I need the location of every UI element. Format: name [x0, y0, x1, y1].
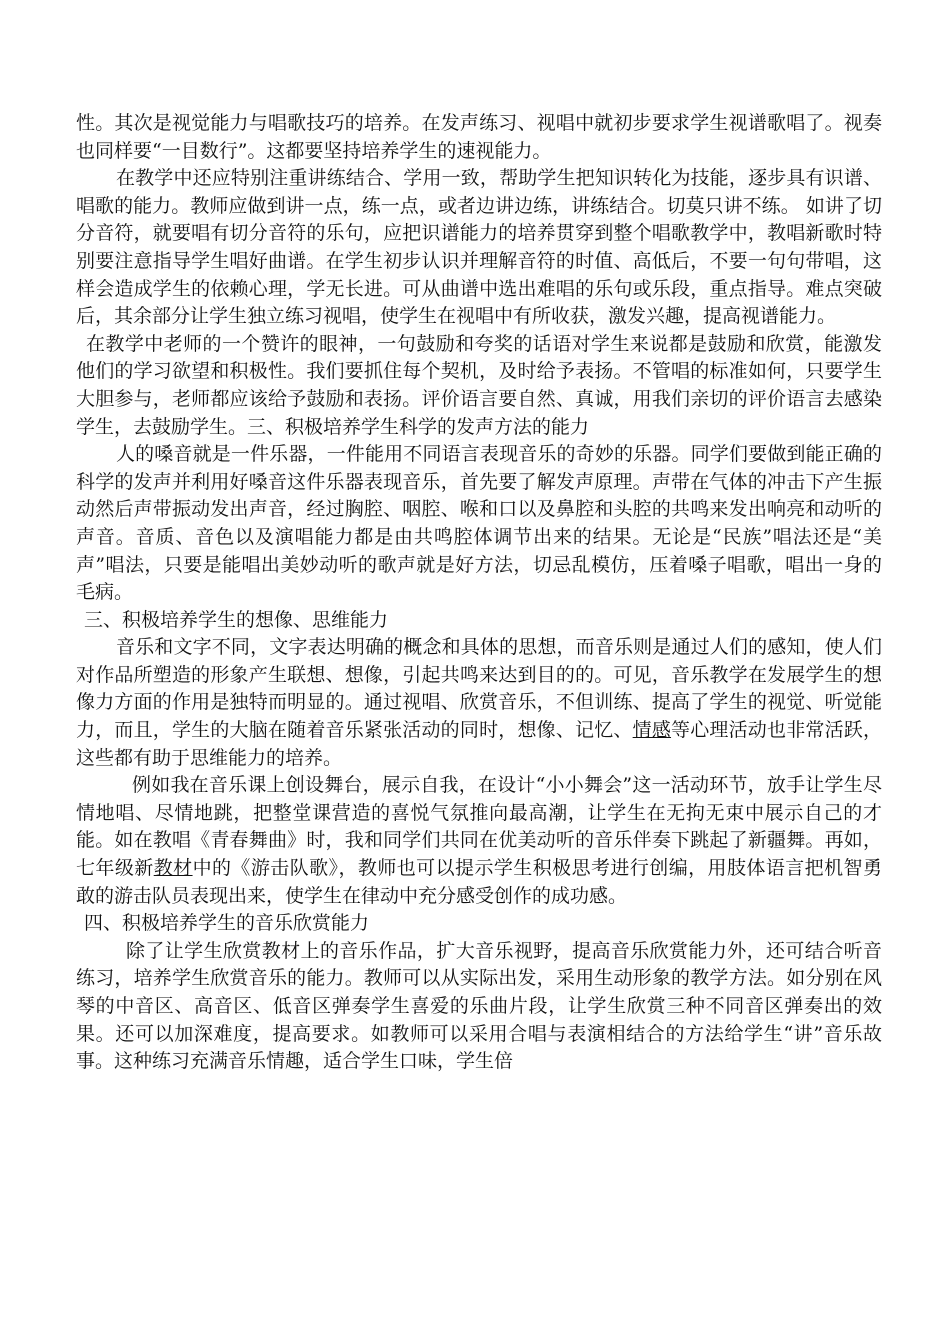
paragraph-6	[76, 634, 882, 772]
paragraph-7-text-b: 中的《游击队歌》，教师也可以提示学生积极思考进行创编，用肢体语言把机智勇敢的游击队员表现出来，使学生在律动中充分感受创作的成功感。	[76, 857, 882, 907]
link-textbook[interactable]: 教材	[153, 857, 193, 880]
paragraph-9: 除了让学生欣赏教材上的音乐作品，扩大音乐视野，提高音乐欣赏能力外，还可结合听音练习，培养学生欣赏音乐的能力。教师可以从实际出发，采用生动形象的教学方法。如分别在风琴的中音区、高音区、低音区弹奏学生喜爱的乐曲片段，让学生欣赏三种不同音区弹奏出的效果。还可以加深难度，提高要求。如教师可以采用合唱与表演相结合的方法给学生“讲”音乐故事。这种练习充满音乐情趣，适合学生口味，学生倍	[76, 939, 882, 1073]
link-emotion[interactable]: 情感	[632, 719, 672, 742]
paragraph-4: 人的嗓音就是一件乐器，一件能用不同语言表现音乐的奇妙的乐器。同学们要做到能正确的科学的发声并利用好嗓音这件乐器表现音乐，首先要了解发声原理。声带在气体的冲击下产生振动然后声带振动发出声音，经过胸腔、咽腔、喉和口以及鼻腔和头腔的共鸣来发出响亮和动听的声音。音质、音色以及演唱能力都是由共鸣腔体调节出来的结果。无论是“民族”唱法还是“美声”唱法，只要是能唱出美妙动听的歌声就是好方法，切忌乱模仿，压着嗓子唱歌，唱出一身的毛病。	[76, 443, 882, 604]
section-heading-3: 三、积极培养学生的想像、思维能力	[84, 608, 389, 631]
section-heading-4: 四、积极培养学生的音乐欣赏能力	[84, 912, 370, 935]
paragraph-7-text-a: 例如我在音乐课上创设舞台，展示自我，在设计“小小舞会”这一活动环节，放手让学生尽情地唱、尽情地跳，把整堂课营造的喜悦气氛推向最高潮，让学生在无拘无束中展示自己的才能。如在教唱《青春舞曲》时，我和同学们共同在优美动听的音乐伴奏下跳起了新疆舞。再如，七年级新	[76, 774, 882, 880]
paragraph-3: 在教学中老师的一个赞许的眼神，一句鼓励和夸奖的话语对学生来说都是鼓励和欣赏，能激发他们的学习欲望和积极性。我们要抓住每个契机，及时给予表扬。不管唱的标准如何，只要学生大胆参与，老师都应该给予鼓励和表扬。评价语言要自然、真诚，用我们亲切的评价语言去感染学生，去鼓励学生。三、积极培养学生科学的发声方法的能力	[76, 332, 882, 438]
paragraph-2: 在教学中还应特别注重讲练结合、学用一致，帮助学生把知识转化为技能，逐步具有识谱、唱歌的能力。教师应做到讲一点，练一点，或者边讲边练，讲练结合。切莫只讲不练。 如讲了切分音符，就要唱有切分音符的乐句，应把识谱能力的培养贯穿到整个唱歌教学中，教唱新歌时特别要注意指导学生唱好曲谱。在学生初步认识并理解音符的时值、高低后，不要一句句带唱，这样会造成学生的依赖心理，学无长进。可从曲谱中选出难唱的乐句或乐段，重点指导。难点突破后，其余部分让学生独立练习视唱，使学生在视唱中有所收获，激发兴趣，提高视谱能力。	[76, 167, 882, 328]
paragraph-6-text-b: 等心理活动也非常活跃，这些都有助于思维能力的培养。	[76, 719, 882, 769]
paragraph-7	[76, 772, 882, 910]
document-page	[76, 110, 882, 1076]
paragraph-6-text-a: 音乐和文字不同，文字表达明确的概念和具体的思想，而音乐则是通过人们的感知，使人们对作品所塑造的形象产生联想、想像，引起共鸣来达到目的的。可见，音乐教学在发展学生的想像力方面的作用是独特而明显的。通过视唱、欣赏音乐，不但训练、提高了学生的视觉、听觉能力，而且，学生的大脑在随着音乐紧张活动的同时，想像、记忆、	[76, 636, 882, 742]
paragraph-1: 性。其次是视觉能力与唱歌技巧的培养。在发声练习、视唱中就初步要求学生视谱歌唱了。视奏也同样要“一目数行”。这都要坚持培养学生的速视能力。	[76, 112, 882, 162]
